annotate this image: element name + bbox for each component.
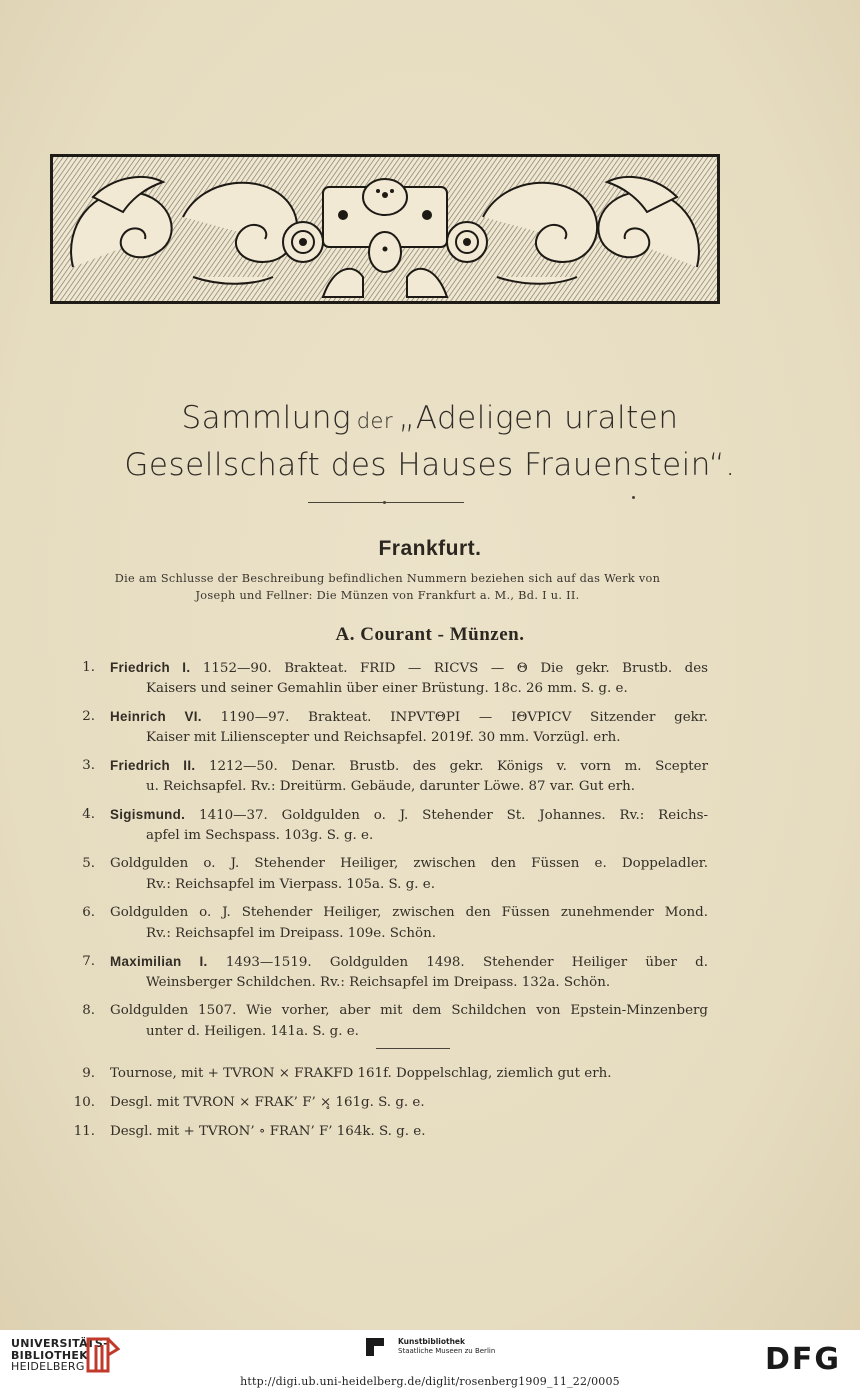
entry-line-1 bbox=[110, 853, 708, 874]
subsection-heading: A. Courant - Münzen. bbox=[335, 624, 525, 645]
entry-line-1 bbox=[110, 755, 708, 777]
entry-line-2: unter d. Heiligen. 141a. S. g. e. bbox=[146, 1024, 359, 1039]
entry-number: 7. bbox=[82, 954, 95, 969]
entry-line-2: Rv.: Reichsapfel im Dreipass. 109e. Schön. bbox=[146, 926, 436, 941]
entry-line-1 bbox=[110, 902, 708, 923]
entry-text: Tournose, mit + TVRON × FRAKFD 161f. Doppelschlag, ziemlich gut erh. bbox=[110, 1066, 612, 1081]
entry-number: 1. bbox=[82, 660, 95, 675]
entry-number: 4. bbox=[82, 807, 95, 822]
kunstbibliothek-name bbox=[398, 1337, 495, 1356]
entry-ruler: Maximilian I. bbox=[110, 954, 208, 969]
entry-number: 5. bbox=[82, 856, 95, 871]
entry-ruler: Friedrich I. bbox=[110, 660, 191, 675]
title-word-der: der bbox=[356, 409, 394, 433]
uni-line-2: BIBLIOTHEK bbox=[11, 1348, 89, 1362]
university-library-logo bbox=[86, 1335, 120, 1377]
ornamental-header-illustration bbox=[50, 154, 720, 304]
entry-number: 9. bbox=[82, 1066, 95, 1081]
title-word-sammlung: Sammlung bbox=[181, 400, 352, 436]
entry-number: 6. bbox=[82, 905, 95, 920]
entry-ruler: Heinrich VI. bbox=[110, 709, 202, 724]
entry-line-2: Weinsberger Schildchen. Rv.: Reichsapfel im Dreipass. 132a. Schön. bbox=[146, 975, 611, 990]
entry-text: Desgl. mit + TVRON’ ∘ FRAN’ F’ 164k. S. g. e. bbox=[110, 1124, 426, 1139]
entry-text: Desgl. mit TVRON × FRAK’ F’ ×̥ 161g. S. g. e. bbox=[110, 1095, 425, 1110]
ornament-scrollwork bbox=[53, 157, 717, 301]
entry-line-1 bbox=[110, 706, 708, 728]
entry-line-1 bbox=[110, 1092, 708, 1113]
title-line-2-text: Gesellschaft des Hauses Frauenstein“. bbox=[124, 447, 736, 483]
entry-number: 8. bbox=[82, 1003, 95, 1018]
entry-line-1 bbox=[110, 1121, 708, 1142]
entry-ruler: Sigismund. bbox=[110, 807, 186, 822]
entry-text: Goldgulden 1507. Wie vorher, aber mit dem Schildchen von Epstein-Minzenberg bbox=[110, 1003, 708, 1018]
title-words-adeligen: „Adeligen uralten bbox=[398, 400, 679, 436]
entry-text: 1212—50. Denar. Brustb. des gekr. Königs v. vorn m. Scepter bbox=[208, 759, 708, 774]
entry-line-2: apfel im Sechspass. 103g. S. g. e. bbox=[146, 828, 374, 843]
entry-number: 11. bbox=[73, 1124, 95, 1139]
entry-line-2: Kaiser mit Lilienscepter und Reichsapfel. 2019f. 30 mm. Vorzügl. erh. bbox=[146, 730, 621, 745]
entry-text: 1190—97. Brakteat. INPVTΘPI — IΘVPICV Sitzender gekr. bbox=[220, 710, 708, 725]
entry-text: 1410—37. Goldgulden o. J. Stehender St. Johannes. Rv.: Reichs- bbox=[199, 808, 708, 823]
section-note bbox=[60, 570, 715, 604]
title-line-1 bbox=[0, 400, 860, 436]
entry-number: 2. bbox=[82, 709, 95, 724]
section-heading: Frankfurt. bbox=[378, 537, 482, 560]
dfg-logo: DFG bbox=[765, 1342, 842, 1377]
entry-line-1 bbox=[110, 1063, 708, 1084]
uni-line-3: HEIDELBERG bbox=[11, 1360, 85, 1373]
entry-text: 1152—90. Brakteat. FRID — RICVS — Θ Die gekr. Brustb. des bbox=[202, 661, 708, 676]
source-url[interactable]: http://digi.ub.uni-heidelberg.de/diglit/rosenberg1909_11_22/0005 bbox=[240, 1375, 620, 1388]
kb-line-1: Kunstbibliothek bbox=[398, 1337, 466, 1346]
section-note-line-2: Joseph und Fellner: Die Münzen von Frankfurt a. M., Bd. I u. II. bbox=[195, 589, 580, 602]
entry-ruler: Friedrich II. bbox=[110, 758, 196, 773]
entry-number: 10. bbox=[73, 1095, 95, 1110]
title-divider bbox=[308, 502, 464, 503]
entry-line-1 bbox=[110, 1000, 708, 1021]
entry-text: 1493—1519. Goldgulden 1498. Stehender Heiliger über d. bbox=[225, 955, 708, 970]
entries-divider bbox=[376, 1048, 450, 1049]
section-note-line-1: Die am Schlusse der Beschreibung befindlichen Nummern beziehen sich auf das Werk von bbox=[114, 572, 661, 585]
entry-line-2: u. Reichsapfel. Rv.: Dreitürm. Gebäude, darunter Löwe. 87 var. Gut erh. bbox=[146, 779, 635, 794]
entry-text: Goldgulden o. J. Stehender Heiliger, zwischen den Füssen zunehmender Mond. bbox=[110, 905, 708, 920]
entry-line-2: Kaisers und seiner Gemahlin über einer Brüstung. 18c. 26 mm. S. g. e. bbox=[146, 681, 628, 696]
margin-speck bbox=[632, 496, 635, 499]
title-line-2 bbox=[0, 447, 860, 483]
entry-line-1 bbox=[110, 657, 708, 679]
entry-number: 3. bbox=[82, 758, 95, 773]
kunstbibliothek-logo bbox=[366, 1334, 390, 1360]
entry-line-1 bbox=[110, 951, 708, 973]
uni-line-1: UNIVERSITÄTS- bbox=[11, 1337, 108, 1350]
entry-line-2: Rv.: Reichsapfel im Vierpass. 105a. S. g. e. bbox=[146, 877, 435, 892]
entry-text: Goldgulden o. J. Stehender Heiliger, zwischen den Füssen e. Doppeladler. bbox=[110, 856, 708, 871]
kb-line-2: Staatliche Museen zu Berlin bbox=[398, 1347, 496, 1355]
divider-dot bbox=[383, 501, 386, 504]
corner-dot bbox=[740, 200, 760, 224]
entry-line-1 bbox=[110, 804, 708, 826]
